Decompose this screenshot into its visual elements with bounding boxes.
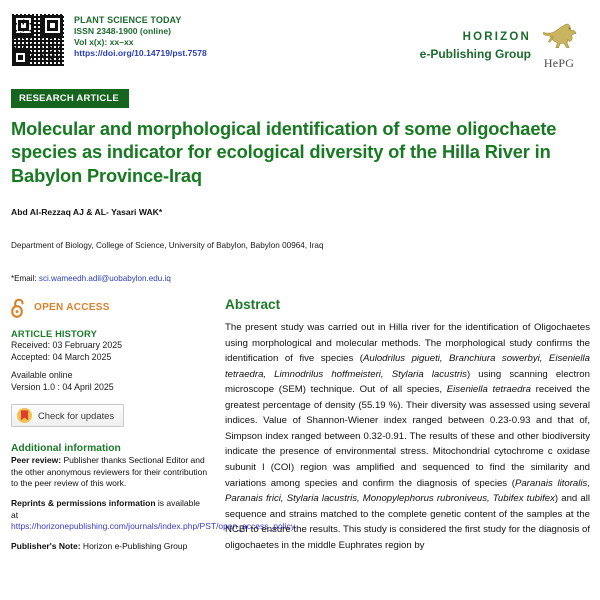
additional-information-block (11, 443, 295, 552)
peer-review-paragraph (11, 455, 209, 489)
accepted-date: Accepted: 04 March 2025 (11, 352, 112, 362)
abstract-text: received the greatest percentage of density (55.19 %). Their diversity was assessed using several indices. Value of Shannon-Wiener index ranged between 0.23-0.93 and that of, Simpson index ranged between 0.32-0.91. The results of these and other biodiversity indicate the presence of environmental stress. Mitochondrial cytochrome c oxidase subunit I (COI) region was amplified and sequenced to find the similarity and variations among species and confirm the diagnosis of species ( (225, 384, 590, 489)
abstract-body (225, 320, 590, 553)
open-access-label: OPEN ACCESS (34, 302, 110, 314)
publisher-name-top: HORIZON (462, 30, 531, 43)
publisher-logo-block (420, 14, 588, 72)
journal-info (74, 14, 207, 59)
page-title: Molecular and morphological identification of some oligochaete species as indicator for ecological diversity of the Hilla River in Babylon Province-Iraq (11, 118, 557, 186)
journal-volume: Vol x(x): xx–xx (74, 37, 134, 48)
reprints-paragraph (11, 498, 295, 532)
affiliation: Department of Biology, College of Science, University of Babylon, Babylon 00964, Iraq (11, 241, 324, 251)
journal-title: PLANT SCIENCE TODAY (74, 15, 182, 25)
peer-review-label: Peer review: (11, 455, 62, 466)
publisher-note-text: Horizon e-Publishing Group (80, 541, 188, 552)
peer-review-text: Publisher thanks Sectional Editor and the other anonymous reviewers for their contribution to the peer review of this work. (11, 455, 208, 488)
hepg-caption: HePG (543, 56, 575, 70)
content-columns (0, 297, 600, 553)
abstract-text: ) and all sequence and strains matched to the complete genetic content of the samples at the NCBI to ensure the results. This study is considered the first study for the diagnosis of oligochaetes in the middle Euphrates region by (225, 493, 590, 551)
species-name: Aulodrilus pigueti, Branchiura sowerbyi, Eiseniella tetraedra, Limnodrilus hoffmeisteri, Stylaria lacustris (225, 353, 590, 380)
check-for-updates-label: Check for updates (38, 410, 115, 422)
research-article-badge: RESEARCH ARTICLE (11, 89, 129, 108)
abstract-text: ) using scanning electron microscope (SEM) technique. Out of all species, (225, 368, 590, 396)
reprints-link[interactable]: https://horizonepublishing.com/journals/index.php/PST/open_access_policy (11, 520, 295, 531)
crossmark-icon (17, 408, 32, 423)
available-online-label: Available online (11, 369, 73, 380)
author-list: Abd Al-Rezzaq AJ & AL- Yasari WAK* (11, 207, 163, 218)
doi-link[interactable]: https://doi.org/10.14719/pst.7578 (74, 47, 207, 58)
open-lock-icon (11, 297, 28, 318)
additional-information-heading: Additional information (11, 443, 121, 455)
abstract-text: The present study was carried out in Hilla river for the identification of Oligochaetes using morphological and molecular methods. The morphological study confirms the identification of five species ( (225, 322, 590, 365)
masthead (0, 0, 600, 82)
email-address[interactable]: sci.wameedh.adil@uobabylon.edu.iq (38, 274, 171, 284)
pegasus-logo-icon (538, 20, 578, 54)
reprints-label: Reprints & permissions information (11, 498, 156, 509)
hepg-logo (538, 20, 580, 72)
species-name: Paranais litoralis, Paranais frici, Stylaria lacustris, Monopylephorus rubroniveus, Tubifex tubifex (225, 477, 590, 505)
article-history-block (11, 329, 209, 393)
corresponding-email (11, 274, 600, 283)
species-name: Eiseniella tetraedra (446, 384, 531, 396)
received-date: Received: 03 February 2025 (11, 340, 123, 351)
publisher-name-bottom: e-Publishing Group (419, 46, 531, 61)
abstract-column (225, 297, 590, 553)
article-history-heading: ARTICLE HISTORY (11, 329, 97, 340)
publisher-name (420, 29, 531, 63)
email-label: *Email: (11, 274, 37, 284)
publisher-note-label: Publisher's Note: (11, 541, 81, 552)
article-type-row (0, 82, 600, 108)
check-for-updates-button[interactable] (11, 404, 124, 427)
open-access-block (11, 297, 209, 318)
publisher-note-paragraph (11, 541, 209, 552)
version-date: Version 1.0 : 04 April 2025 (11, 381, 114, 392)
journal-issn: ISSN 2348-1900 (online) (74, 26, 171, 37)
qr-code-icon[interactable] (12, 14, 64, 66)
reprints-text: is available at (11, 498, 200, 520)
abstract-heading: Abstract (225, 297, 281, 313)
